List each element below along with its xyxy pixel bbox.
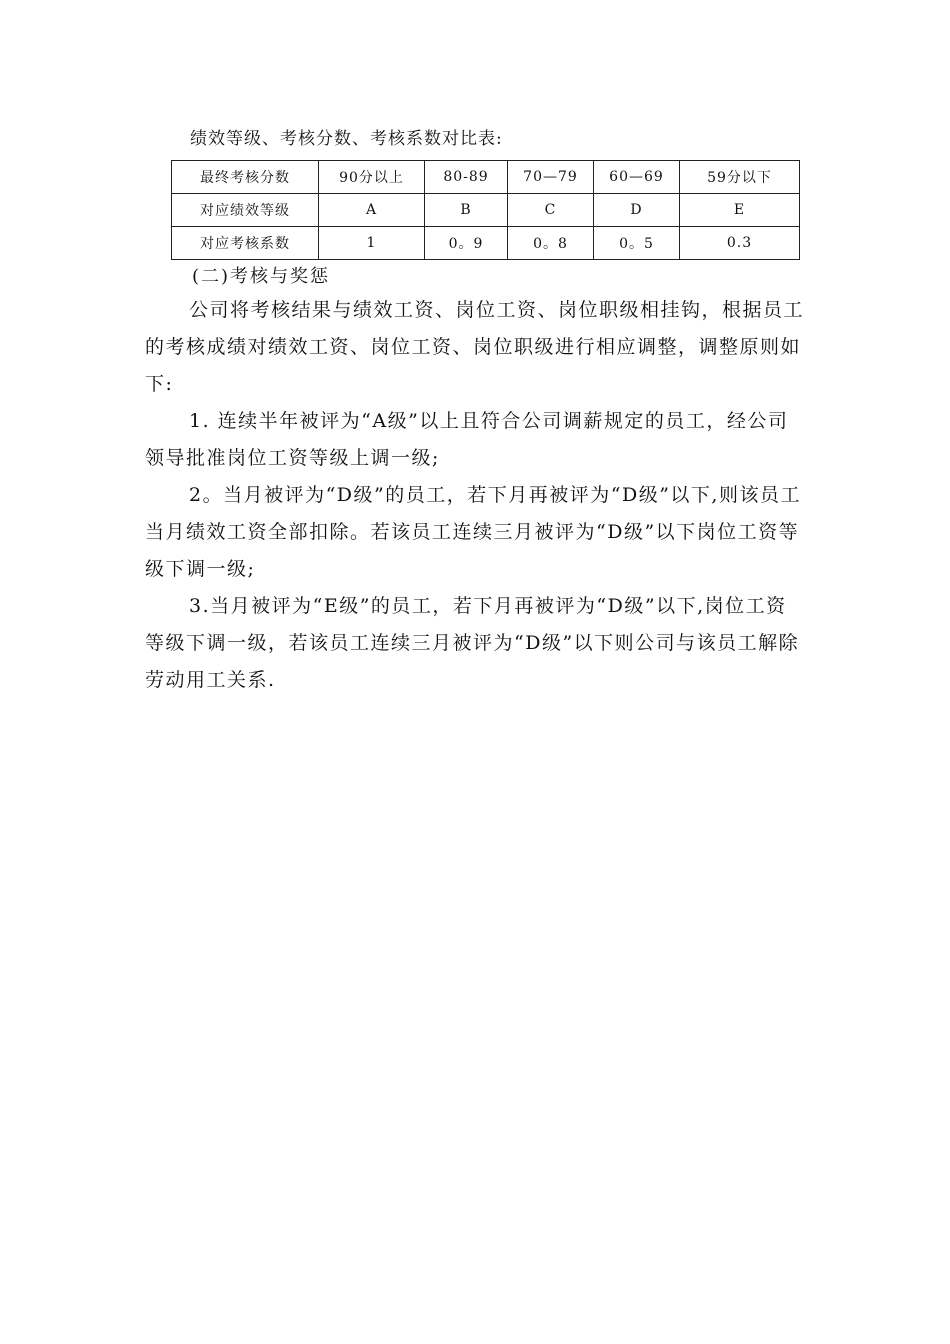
table-cell: 90分以上 — [319, 161, 425, 194]
table-cell: 60—69 — [594, 161, 680, 194]
table-cell: 80-89 — [425, 161, 508, 194]
table-cell: 对应绩效等级 — [172, 194, 319, 227]
table-cell: 1 — [319, 227, 425, 260]
table-cell: D — [594, 194, 680, 227]
table-cell: A — [319, 194, 425, 227]
table-cell: 对应考核系数 — [172, 227, 319, 260]
table-cell: 0。5 — [594, 227, 680, 260]
paragraph-intro: 公司将考核结果与绩效工资、岗位工资、岗位职级相挂钩，根据员工的考核成绩对绩效工资、岗位工资、岗位职级进行相应调整，调整原则如下: — [145, 299, 805, 395]
table-cell: E — [680, 194, 800, 227]
table-cell: 最终考核分数 — [172, 161, 319, 194]
table-row-coefficient — [172, 227, 800, 260]
section-heading: (二)考核与奖惩 — [192, 266, 331, 287]
table-cell: 0.3 — [680, 227, 800, 260]
table-cell: B — [425, 194, 508, 227]
grade-comparison-table — [171, 160, 800, 260]
table-caption: 绩效等级、考核分数、考核系数对比表: — [190, 129, 503, 149]
body-text — [145, 292, 805, 699]
paragraph-rule-1: 1. 连续半年被评为“A级”以上且符合公司调薪规定的员工，经公司领导批准岗位工资等级上调一级; — [145, 410, 789, 469]
paragraph-rule-2: 2。当月被评为“D级”的员工，若下月再被评为“D级”以下,则该员工当月绩效工资全部扣除。若该员工连续三月被评为“D级”以下岗位工资等级下调一级; — [145, 484, 801, 580]
table-cell: 70—79 — [508, 161, 594, 194]
table-cell: 0。8 — [508, 227, 594, 260]
table-cell: 0。9 — [425, 227, 508, 260]
table-row-grade — [172, 194, 800, 227]
table-row-score — [172, 161, 800, 194]
paragraph-rule-3: 3.当月被评为“E级”的员工，若下月再被评为“D级”以下,岗位工资等级下调一级，若该员工连续三月被评为“D级”以下则公司与该员工解除劳动用工关系. — [145, 595, 800, 691]
table-cell: C — [508, 194, 594, 227]
table-cell: 59分以下 — [680, 161, 800, 194]
